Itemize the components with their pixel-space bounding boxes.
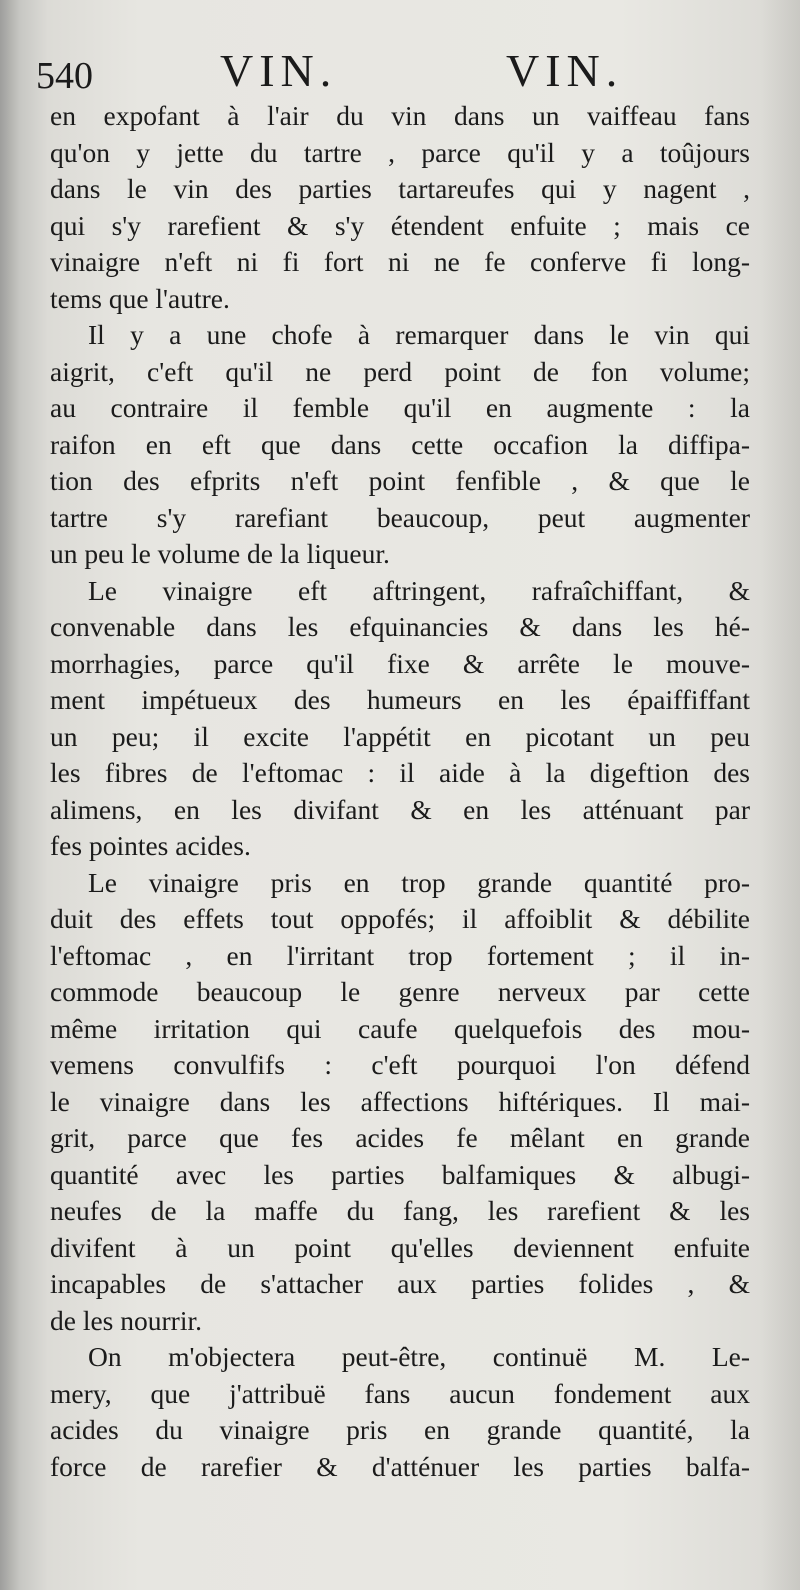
text-line: Il y a une chofe à remarquer dans le vin qui — [88, 319, 750, 350]
text-line: dans le vin des parties tartareufes qui y nagent , — [50, 173, 750, 204]
text-line: ment impétueux des humeurs en les épaiffiffant — [50, 684, 750, 715]
text-line: un peu; il excite l'appétit en picotant un peu — [50, 720, 750, 752]
text-line: au contraire il femble qu'il en augmente : la — [50, 392, 750, 423]
text-line: même irritation qui caufe quelquefois des mou- — [50, 1012, 750, 1044]
text-line: Le vinaigre eft aftringent, rafraîchiffant, & — [88, 574, 750, 606]
text-line: commode beaucoup le genre nerveux par cette — [50, 976, 750, 1007]
text-line: vinaigre n'eft ni fi fort ni ne fe conferve fi long- — [50, 246, 750, 277]
text-line: les fibres de l'eftomac : il aide à la digeftion des — [50, 757, 750, 788]
text-line: grit, parce que fes acides fe mêlant en grande — [50, 1122, 750, 1153]
text-line: force de rarefier & d'atténuer les parties balfa- — [50, 1450, 750, 1482]
text-line: mery, que j'attribuë fans aucun fondement aux — [50, 1377, 750, 1409]
text-line: qu'on y jette du tartre , parce qu'il y a toûjours — [50, 136, 750, 168]
text-line: un peu le volume de la liqueur. — [50, 538, 390, 569]
text-line: de les nourrir. — [50, 1304, 202, 1336]
text-line: vemens convulfifs : c'eft pourquoi l'on défend — [50, 1049, 750, 1080]
text-line: aigrit, c'eft qu'il ne perd point de fon volume; — [50, 355, 750, 387]
text-line: tion des efprits n'eft point fenfible , & que le — [50, 465, 750, 496]
page-header — [36, 44, 756, 104]
text-line: en expofant à l'air du vin dans un vaiffeau fans — [50, 100, 750, 131]
running-head-right: VIN. — [506, 45, 624, 96]
text-line: On m'objectera peut-être, continuë M. Le- — [88, 1341, 750, 1372]
text-line: neufes de la maffe du fang, les rarefient & les — [50, 1195, 750, 1226]
body-text — [50, 98, 750, 1485]
page-number: 540 — [36, 55, 93, 97]
text-line: fes pointes acides. — [50, 830, 251, 861]
text-line: tems que l'autre. — [50, 282, 230, 314]
text-line: tartre s'y rarefiant beaucoup, peut augmenter — [50, 501, 750, 533]
running-head-left: VIN. — [220, 45, 338, 96]
text-line: qui s'y rarefient & s'y étendent enfuite ; mais ce — [50, 209, 750, 241]
text-line: incapables de s'attacher aux parties folides , & — [50, 1268, 750, 1299]
text-line: acides du vinaigre pris en grande quantité, la — [50, 1414, 750, 1445]
text-line: l'eftomac , en l'irritant trop fortement ; il in- — [50, 939, 750, 971]
text-line: le vinaigre dans les affections hiftériques. Il mai- — [50, 1085, 750, 1117]
text-line: quantité avec les parties balfamiques & albugi- — [50, 1158, 750, 1190]
text-line: convenable dans les efquinancies & dans les hé- — [50, 611, 750, 642]
text-line: divifent à un point qu'elles deviennent enfuite — [50, 1231, 750, 1263]
text-line: alimens, en les divifant & en les atténuant par — [50, 793, 750, 825]
text-line: morrhagies, parce qu'il fixe & arrête le mouve- — [50, 647, 750, 679]
text-line: Le vinaigre pris en trop grande quantité pro- — [88, 866, 750, 898]
text-line: raifon en eft que dans cette occafion la diffipa- — [50, 428, 750, 460]
text-line: duit des effets tout oppofés; il affoiblit & débilite — [50, 903, 750, 934]
